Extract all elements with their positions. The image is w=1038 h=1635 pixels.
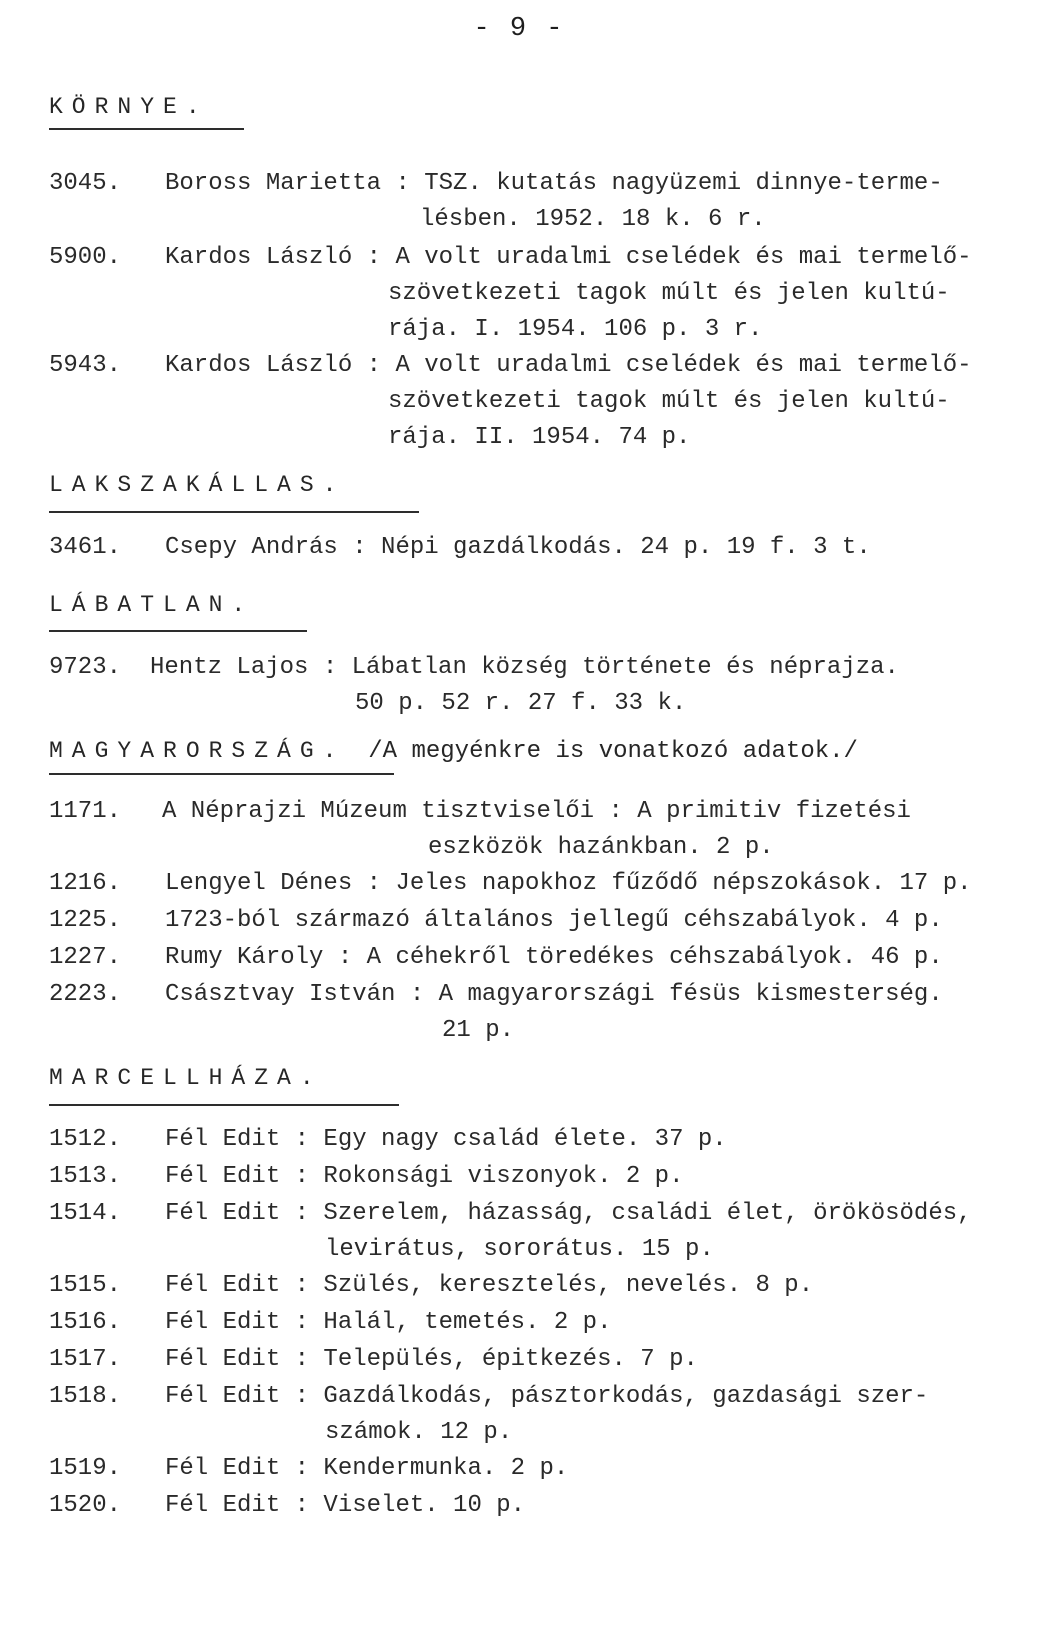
entry-line: rája. I. 1954. 106 p. 3 r. (388, 316, 763, 343)
section-underline (49, 511, 419, 513)
entry-line: szövetkezeti tagok múlt és jelen kultú- (388, 388, 950, 415)
entry-number: 5943. (49, 352, 122, 379)
section-note: /A megyénkre is vonatkozó adatok./ (368, 738, 858, 765)
entry-line: Fél Edit : Kendermunka. 2 p. (165, 1455, 569, 1482)
entry-number: 1227. (49, 944, 122, 971)
entry-number: 5900. (49, 244, 122, 271)
entry-line: Császtvay István : A magyarországi fésüs kismesterség. (165, 981, 943, 1008)
section-title-kornye: KÖRNYE. (49, 94, 209, 120)
entry-line: Fél Edit : Egy nagy család élete. 37 p. (165, 1126, 727, 1153)
entry-line: Fél Edit : Rokonsági viszonyok. 2 p. (165, 1163, 684, 1190)
entry-line: Kardos László : A volt uradalmi cselédek és mai termelő- (165, 244, 972, 271)
entry-number: 1517. (49, 1346, 122, 1373)
section-underline (49, 1104, 399, 1106)
section-title-magyarorszag (49, 738, 858, 765)
section-title-marcellhaza: MARCELLHÁZA. (49, 1065, 323, 1091)
entry-number: 3045. (49, 170, 122, 197)
section-underline (49, 630, 307, 632)
entry-line: Hentz Lajos : Lábatlan község története és néprajza. (150, 654, 899, 681)
section-title-text: MAGYARORSZÁG. (49, 738, 346, 764)
entry-line: szövetkezeti tagok múlt és jelen kultú- (388, 280, 950, 307)
entry-number: 1515. (49, 1272, 122, 1299)
section-title-lakszakallas: LAKSZAKÁLLAS. (49, 472, 346, 498)
entry-line: Csepy András : Népi gazdálkodás. 24 p. 19 f. 3 t. (165, 534, 871, 561)
section-underline (49, 128, 244, 130)
entry-line: lésben. 1952. 18 k. 6 r. (420, 206, 766, 233)
entry-number: 1514. (49, 1200, 122, 1227)
entry-line: Lengyel Dénes : Jeles napokhoz fűződő népszokások. 17 p. (165, 870, 972, 897)
entry-number: 1519. (49, 1455, 122, 1482)
section-title-labatlan: LÁBATLAN. (49, 592, 255, 618)
entry-line: számok. 12 p. (325, 1419, 513, 1446)
entry-number: 1171. (49, 798, 122, 825)
entry-line: 21 p. (442, 1017, 515, 1044)
entry-line: Fél Edit : Viselet. 10 p. (165, 1492, 526, 1519)
entry-line: rája. II. 1954. 74 p. (388, 424, 691, 451)
entry-line: Fél Edit : Gazdálkodás, pásztorkodás, gazdasági szer- (165, 1383, 929, 1410)
section-underline (49, 773, 394, 775)
entry-number: 3461. (49, 534, 122, 561)
entry-number: 9723. (49, 654, 122, 681)
entry-number: 2223. (49, 981, 122, 1008)
entry-number: 1512. (49, 1126, 122, 1153)
entry-line: Fél Edit : Halál, temetés. 2 p. (165, 1309, 612, 1336)
entry-number: 1513. (49, 1163, 122, 1190)
entry-line: 50 p. 52 r. 27 f. 33 k. (355, 690, 687, 717)
entry-line: levirátus, sororátus. 15 p. (325, 1236, 714, 1263)
entry-line: Fél Edit : Település, épitkezés. 7 p. (165, 1346, 698, 1373)
entry-line: 1723-ból származó általános jellegű céhszabályok. 4 p. (165, 907, 943, 934)
entry-number: 1518. (49, 1383, 122, 1410)
page-number: - 9 - (473, 14, 565, 44)
entry-line: Boross Marietta : TSZ. kutatás nagyüzemi dinnye-terme- (165, 170, 943, 197)
entry-line: Fél Edit : Szülés, keresztelés, nevelés. 8 p. (165, 1272, 814, 1299)
entry-line: A Néprajzi Múzeum tisztviselői : A primitiv fizetési (162, 798, 911, 825)
entry-line: Kardos László : A volt uradalmi cselédek és mai termelő- (165, 352, 972, 379)
entry-number: 1516. (49, 1309, 122, 1336)
entry-line: Rumy Károly : A céhekről töredékes céhszabályok. 46 p. (165, 944, 943, 971)
entry-number: 1216. (49, 870, 122, 897)
entry-number: 1520. (49, 1492, 122, 1519)
entry-line: Fél Edit : Szerelem, házasság, családi élet, örökösödés, (165, 1200, 972, 1227)
entry-line: eszközök hazánkban. 2 p. (428, 834, 774, 861)
entry-number: 1225. (49, 907, 122, 934)
